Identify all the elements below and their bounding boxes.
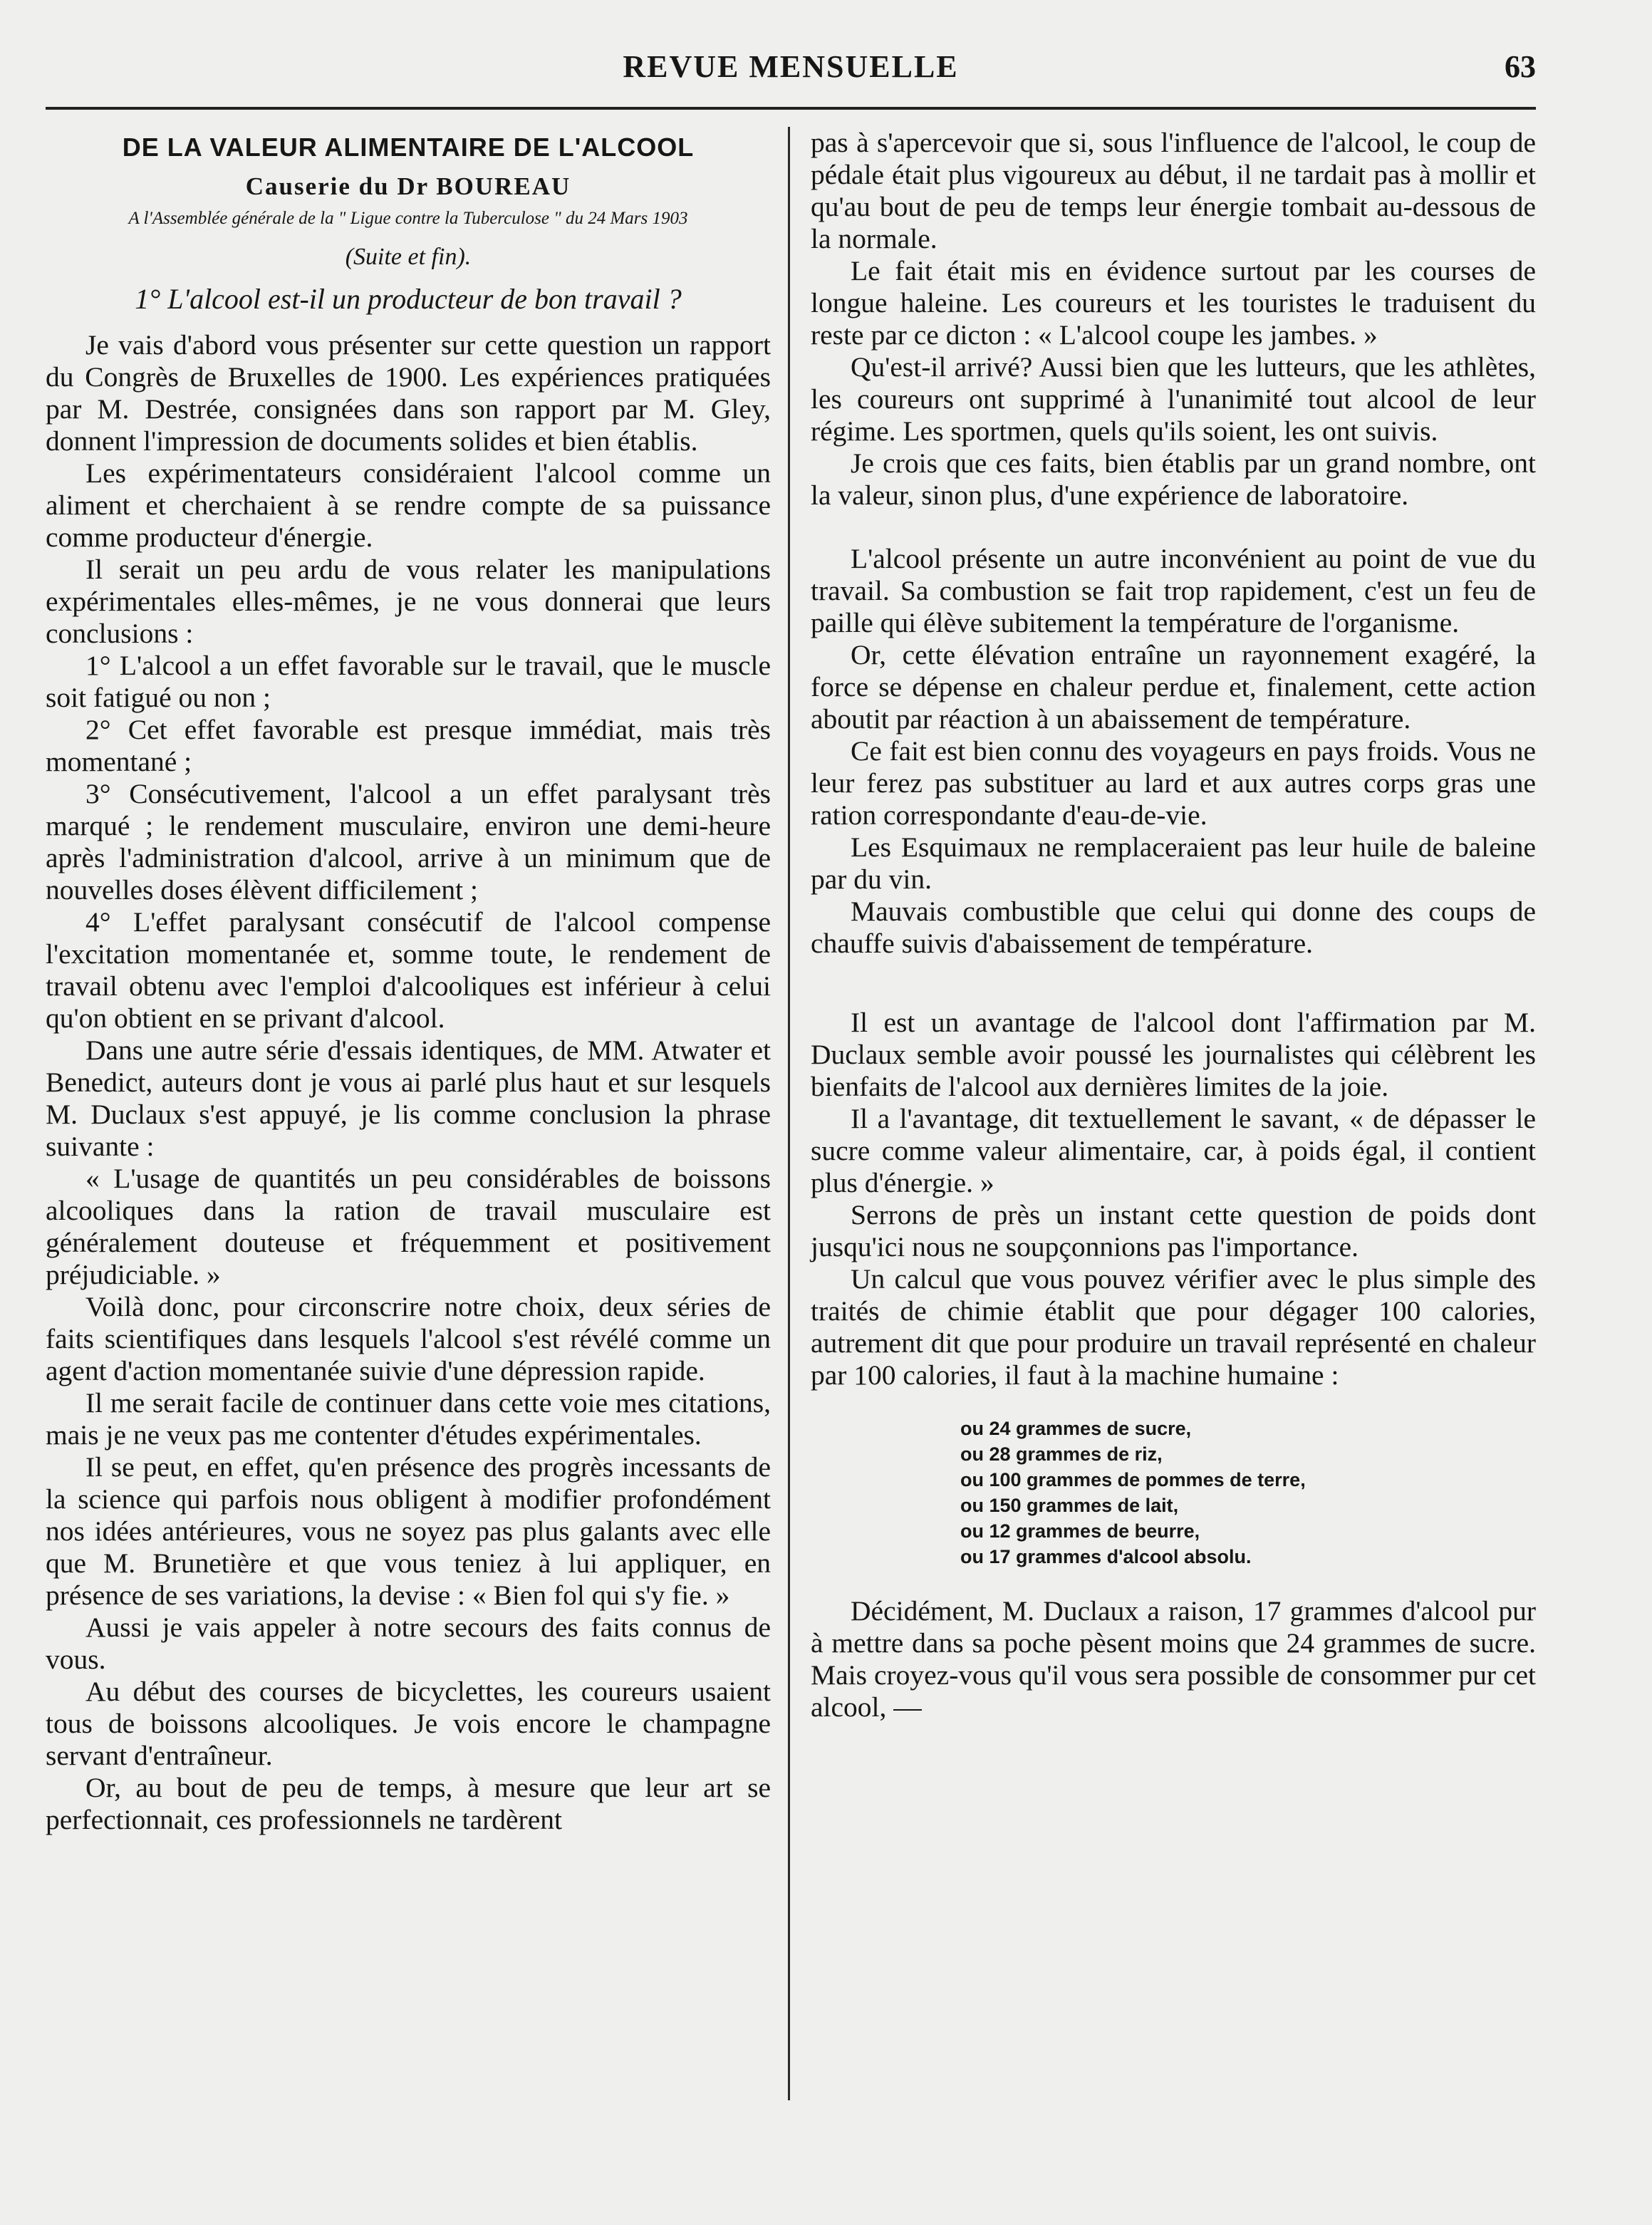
continued-note: (Suite et fin). bbox=[345, 244, 472, 270]
header-rule bbox=[46, 107, 1536, 110]
column-rule bbox=[788, 127, 790, 2100]
paragraph: Il est un avantage de l'alcool dont l'affirmation par M. Duclaux semble avoir poussé les journalistes qui célèbrent les bienfaits de l'alcool aux dernières limites de la joie. bbox=[811, 1007, 1536, 1102]
paragraph: Au début des courses de bicyclettes, les coureurs usaient tous de boissons alcooliques. Je vois encore le champagne servant d'entraîneur. bbox=[46, 1676, 771, 1771]
paragraph: Les expérimentateurs considéraient l'alcool comme un aliment et cherchaient à se rendre compte de sa puissance comme producteur d'énergie. bbox=[46, 457, 771, 553]
section-gap bbox=[811, 960, 1536, 1007]
list-item: ou 17 grammes d'alcool absolu. bbox=[960, 1546, 1252, 1567]
paragraph: Décidément, M. Duclaux a raison, 17 grammes d'alcool pur à mettre dans sa poche pèsent moins que 24 grammes de sucre. Mais croyez-vous qu'il vous sera possible de consommer pur cet alcool, — bbox=[811, 1595, 1536, 1723]
left-column bbox=[46, 127, 771, 1836]
quotation-paragraph: « L'usage de quantités un peu considérables de boissons alcooliques dans la ration de travail musculaire est généralement douteuse et fréquemment et positivement préjudiciable. » bbox=[46, 1163, 771, 1290]
section-gap bbox=[811, 512, 1536, 543]
paragraph: Qu'est-il arrivé? Aussi bien que les lutteurs, que les athlètes, les coureurs ont supprimé à l'unanimité tout alcool de leur régime. Les sportmen, quels qu'ils soient, les ont suivis. bbox=[811, 351, 1536, 447]
section-heading: 1° L'alcool est-il un producteur de bon travail ? bbox=[135, 283, 682, 315]
list-item: ou 100 grammes de pommes de terre, bbox=[960, 1469, 1306, 1490]
paragraph: Or, au bout de peu de temps, à mesure que leur art se perfectionnait, ces professionnels ne tardèrent bbox=[46, 1772, 771, 1835]
paragraph: 1° L'alcool a un effet favorable sur le travail, que le muscle soit fatigué ou non ; bbox=[46, 650, 771, 713]
paragraph: 2° Cet effet favorable est presque immédiat, mais très momentané ; bbox=[46, 714, 771, 777]
right-column bbox=[811, 127, 1536, 1723]
paragraph: Il me serait facile de continuer dans cette voie mes citations, mais je ne veux pas me contenter d'études expérimentales. bbox=[46, 1387, 771, 1451]
list-item: ou 28 grammes de riz, bbox=[960, 1443, 1163, 1465]
article-title: DE LA VALEUR ALIMENTAIRE DE L'ALCOOL bbox=[122, 133, 695, 162]
paragraph: Or, cette élévation entraîne un rayonnement exagéré, la force se dépense en chaleur perdue et, finalement, cette action aboutit par réaction à un abaissement de température. bbox=[811, 639, 1536, 735]
paragraph: Un calcul que vous pouvez vérifier avec le plus simple des traités de chimie établit que pour dégager 100 calories, autrement dit que pour produire un travail représenté en chaleur par 100 calories, il faut à la machine humaine : bbox=[811, 1263, 1536, 1391]
list-item: ou 150 grammes de lait, bbox=[960, 1495, 1179, 1516]
paragraph: Il se peut, en effet, qu'en présence des progrès incessants de la science qui parfois nous obligent à modifier profondément nos idées antérieures, vous ne soyez pas plus galants avec elle que M. Brunetière et que vous teniez à lui appliquer, en présence de ses variations, la devise : « Bien fol qui s'y fie. » bbox=[46, 1451, 771, 1611]
paragraph: Les Esquimaux ne remplaceraient pas leur huile de baleine par du vin. bbox=[811, 831, 1536, 895]
paragraph: 3° Consécutivement, l'alcool a un effet paralysant très marqué ; le rendement musculaire, environ une demi-heure après l'administration d'alcool, arrive à un minimum que de nouvelles doses élèvent difficilement ; bbox=[46, 778, 771, 906]
paragraph: Le fait était mis en évidence surtout par les courses de longue haleine. Les coureurs et les touristes le traduisent du reste par ce dicton : « L'alcool coupe les jambes. » bbox=[811, 255, 1536, 351]
article-venue: A l'Assemblée générale de la " Ligue contre la Tuberculose " du 24 Mars 1903 bbox=[128, 209, 688, 228]
list-item: ou 12 grammes de beurre, bbox=[960, 1520, 1200, 1542]
paragraph: Je crois que ces faits, bien établis par un grand nombre, ont la valeur, sinon plus, d'une expérience de laboratoire. bbox=[811, 447, 1536, 511]
list-item: ou 24 grammes de sucre, bbox=[960, 1418, 1192, 1439]
paragraph: L'alcool présente un autre inconvénient au point de vue du travail. Sa combustion se fait trop rapidement, c'est un feu de paille qui élève subitement la température de l'organisme. bbox=[811, 543, 1536, 638]
paragraph: 4° L'effet paralysant consécutif de l'alcool compense l'excitation momentanée et, somme toute, le rendement de travail obtenu avec l'emploi d'alcooliques est inférieur à celui qu'on obtient en se privant d'alcool. bbox=[46, 906, 771, 1034]
paragraph: pas à s'apercevoir que si, sous l'influence de l'alcool, le coup de pédale était plus vigoureux au début, il ne tardait pas à mollir et qu'au bout de peu de temps leur énergie tombait au-dessous de la normale. bbox=[811, 127, 1536, 254]
page-number: 63 bbox=[1505, 49, 1536, 84]
paragraph: Mauvais combustible que celui qui donne des coups de chauffe suivis d'abaissement de température. bbox=[811, 896, 1536, 959]
running-header bbox=[46, 48, 1536, 91]
paragraph: Aussi je vais appeler à notre secours des faits connus de vous. bbox=[46, 1612, 771, 1675]
paragraph: Ce fait est bien connu des voyageurs en pays froids. Vous ne leur ferez pas substituer au lard et aux autres corps gras une ration correspondante d'eau-de-vie. bbox=[811, 735, 1536, 831]
paragraph: Voilà donc, pour circonscrire notre choix, deux séries de faits scientifiques dans lesquels l'alcool s'est révélé comme un agent d'action momentanée suivie d'une dépression rapide. bbox=[46, 1291, 771, 1386]
paragraph: Dans une autre série d'essais identiques, de MM. Atwater et Benedict, auteurs dont je vous ai parlé plus haut et sur lesquels M. Duclaux s'est appuyé, je lis comme conclusion la phrase suivante : bbox=[46, 1034, 771, 1162]
paragraph: Je vais d'abord vous présenter sur cette question un rapport du Congrès de Bruxelles de 1900. Les expériences pratiquées par M. Destrée, consignées dans son rapport par M. Gley, donnent l'impression de documents solides et bien établis. bbox=[46, 329, 771, 457]
article-subtitle: Causerie du Dr BOUREAU bbox=[245, 172, 571, 200]
paragraph: Il serait un peu ardu de vous relater les manipulations expérimentales elles-mêmes, je ne vous donnerai que leurs conclusions : bbox=[46, 554, 771, 649]
paragraph: Serrons de près un instant cette question de poids dont jusqu'ici nous ne soupçonnions pas l'importance. bbox=[811, 1199, 1536, 1262]
running-title: REVUE MENSUELLE bbox=[623, 49, 959, 84]
paragraph: Il a l'avantage, dit textuellement le savant, « de dépasser le sucre comme valeur alimentaire, car, à poids égal, il contient plus d'énergie. » bbox=[811, 1103, 1536, 1198]
food-equivalents-list bbox=[960, 1416, 1536, 1570]
